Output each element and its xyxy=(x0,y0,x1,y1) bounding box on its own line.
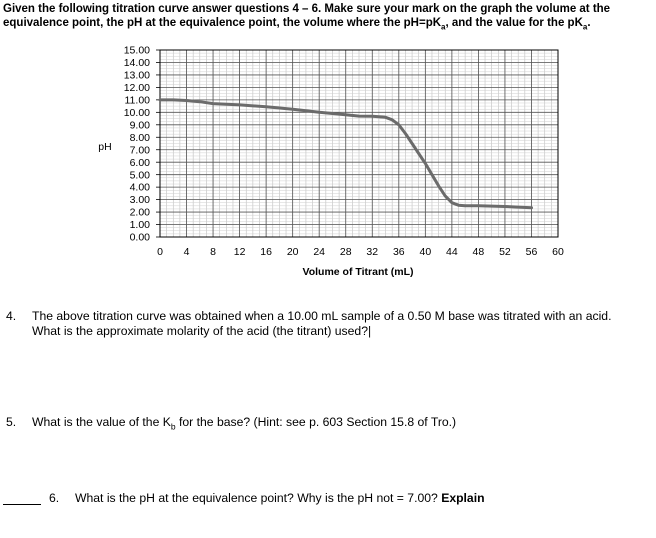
question-number: 5. xyxy=(6,415,17,429)
y-tick-label: 9.00 xyxy=(129,119,150,132)
x-tick-label: 24 xyxy=(313,246,326,258)
y-tick-label: 13.00 xyxy=(123,69,150,82)
x-tick-label: 28 xyxy=(339,246,352,258)
x-tick-label: 12 xyxy=(233,246,246,258)
chart-minor-grid xyxy=(160,50,558,237)
x-tick-label: 0 xyxy=(157,246,163,258)
x-tick-label: 8 xyxy=(210,246,216,258)
x-tick-label: 48 xyxy=(472,246,485,258)
question-line-text: What is the approximate molarity of the acid (the titrant) used? xyxy=(32,323,368,338)
x-tick-labels xyxy=(157,246,564,258)
y-tick-labels xyxy=(124,45,160,244)
x-tick-label: 20 xyxy=(286,246,299,258)
question-line-text: What is the value of the K xyxy=(32,415,171,429)
explain-emphasis: Explain xyxy=(441,491,485,505)
y-tick-label: 4.00 xyxy=(129,181,150,194)
subscript-a: a xyxy=(441,22,446,32)
x-tick-label: 36 xyxy=(392,246,405,258)
subscript-a: a xyxy=(582,22,588,32)
x-tick-label: 60 xyxy=(552,246,564,258)
y-tick-label: 15.00 xyxy=(123,44,150,57)
question-line-text: What is the pH at the equivalence point? Why is the pH not = 7.00? xyxy=(75,491,438,505)
y-tick-label: 11.00 xyxy=(124,94,150,107)
instructions-text: equivalence point, the pH at the equivalence point, the volume where the pH=pK xyxy=(3,17,442,29)
y-tick-label: 5.00 xyxy=(129,169,150,182)
y-axis-label: pH xyxy=(98,141,112,153)
question-number: 4. xyxy=(6,309,17,323)
subscript-b: b xyxy=(170,421,176,432)
y-tick-label: 7.00 xyxy=(129,144,150,157)
y-tick-label: 14.00 xyxy=(123,57,150,70)
instructions-text: . xyxy=(587,17,591,29)
y-tick-label: 10.00 xyxy=(123,106,150,119)
y-tick-label: 1.00 xyxy=(129,219,150,232)
question-line xyxy=(32,324,611,339)
y-tick-label: 8.00 xyxy=(129,131,150,144)
y-tick-label: 2.00 xyxy=(129,206,150,219)
text-cursor: | xyxy=(368,323,372,338)
question-number: 6. xyxy=(49,491,60,505)
x-tick-label: 16 xyxy=(260,246,272,258)
question-text xyxy=(75,491,485,506)
instructions-line-1: Given the following titration curve answer questions 4 – 6. Make sure your mark on the graph the volume at the xyxy=(3,3,611,15)
y-tick-label: 3.00 xyxy=(129,194,150,207)
x-axis-label: Volume of Titrant (mL) xyxy=(302,266,414,278)
y-tick-label: 6.00 xyxy=(129,156,150,169)
question-line-text: for the base? (Hint: see p. 603 Section 15.8 of Tro.) xyxy=(175,415,457,429)
x-tick-label: 4 xyxy=(183,246,190,258)
question-text xyxy=(32,415,456,434)
x-tick-label: 52 xyxy=(499,246,511,258)
question-line: The above titration curve was obtained when a 10.00 mL sample of a 0.50 M base was titrated with an acid. xyxy=(32,309,612,323)
x-tick-label: 32 xyxy=(366,246,379,258)
question-text xyxy=(32,309,611,338)
y-tick-label: 12.00 xyxy=(123,82,150,94)
instructions-text: , and the value for the pK xyxy=(445,17,583,29)
x-tick-label: 40 xyxy=(419,246,432,258)
x-tick-label: 56 xyxy=(525,246,538,258)
y-tick-label: 0.00 xyxy=(129,231,150,244)
x-tick-label: 44 xyxy=(446,246,458,258)
answer-blank[interactable] xyxy=(3,504,41,505)
